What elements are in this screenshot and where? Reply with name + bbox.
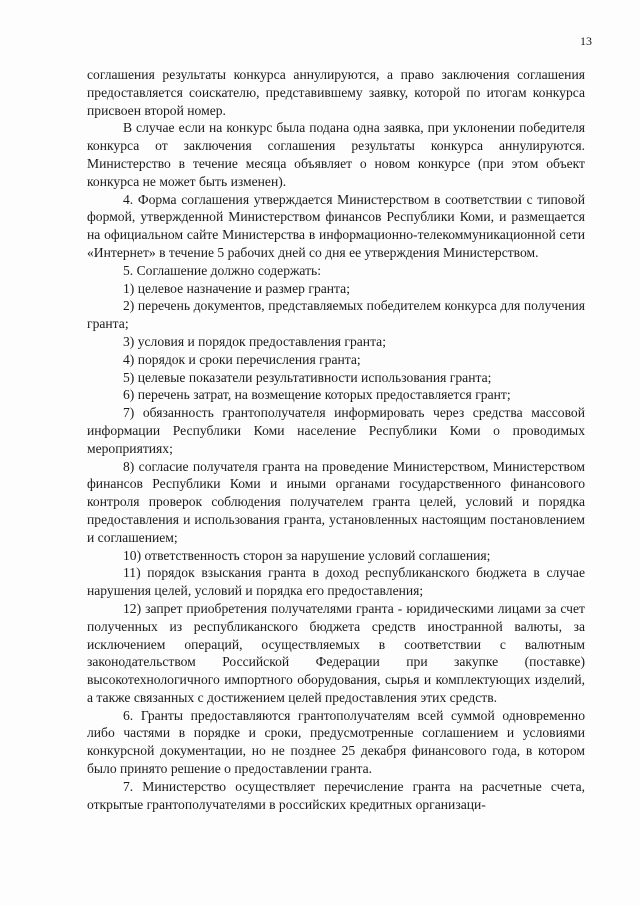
paragraph: 1) целевое назначение и размер гранта; <box>123 280 350 296</box>
paragraph: 11) порядок взыскания гранта в доход республиканского бюджета в случае нарушения целей, условий и порядка его предоставления; <box>87 565 585 599</box>
paragraph: 4) порядок и сроки перечисления гранта; <box>123 351 361 367</box>
paragraph: 3) условия и порядок предоставления гранта; <box>123 333 386 349</box>
paragraph: 4. Форма соглашения утверждается Министерством в соответствии с типовой формой, утвержденной Министерством финансов Республики Коми, и размещается на официальном сайте Министерства в информационно-телекоммуникационной сети «Интернет» в течение 5 рабочих дней со дня ее утверждения Министерством. <box>87 191 585 260</box>
paragraph: 7. Министерство осуществляет перечисление гранта на расчетные счета, открытые грантополучателями в российских кредитных организаци- <box>87 778 585 812</box>
paragraph: 6) перечень затрат, на возмещение которых предоставляется грант; <box>123 387 511 403</box>
page-number: 13 <box>580 34 592 48</box>
paragraph: 2) перечень документов, представляемых победителем конкурса для получения гранта; <box>87 298 585 332</box>
paragraph: В случае если на конкурс была подана одна заявка, при уклонении победителя конкурса от заключения соглашения результаты конкурса аннулируются. Министерство в течение месяца объявляет о новом конкурсе (при этом объект конкурса не может быть изменен). <box>87 120 585 189</box>
paragraph: 10) ответственность сторон за нарушение условий соглашения; <box>123 547 491 563</box>
document-body <box>87 66 585 813</box>
paragraph: соглашения результаты конкурса аннулируются, а право заключения соглашения предоставляется соискателю, представившему заявку, которой по итогам конкурса присвоен второй номер. <box>87 67 585 118</box>
paragraph: 7) обязанность грантополучателя информировать через средства массовой информации Республики Коми население Республики Коми о проводимых мероприятиях; <box>87 405 585 456</box>
paragraph: 12) запрет приобретения получателями гранта - юридическими лицами за счет полученных из республиканского бюджета средств иностранной валюты, за исключением операций, осуществляемых в соответствии с валютным законодательством Российской Федерации при закупке (поставке) высокотехнологичного импортного оборудования, сырья и комплектующих изделий, а также связанных с достижением целей предоставления этих средств. <box>87 600 585 705</box>
paragraph: 5. Соглашение должно содержать: <box>123 262 321 278</box>
paragraph: 6. Гранты предоставляются грантополучателям всей суммой одновременно либо частями в порядке и сроки, предусмотренные соглашением и условиями конкурсной документации, но не позднее 25 декабря финансового года, в котором было принято решение о предоставлении гранта. <box>87 707 585 777</box>
paragraph: 8) согласие получателя гранта на проведение Министерством, Министерством финансов Республики Коми и иными органами государственного финансового контроля проверок соблюдения получателем гранта целей, условий и порядка предоставления и использования гранта, установленных настоящим постановлением и соглашением; <box>87 458 585 545</box>
paragraph: 5) целевые показатели результативности использования гранта; <box>123 369 492 385</box>
